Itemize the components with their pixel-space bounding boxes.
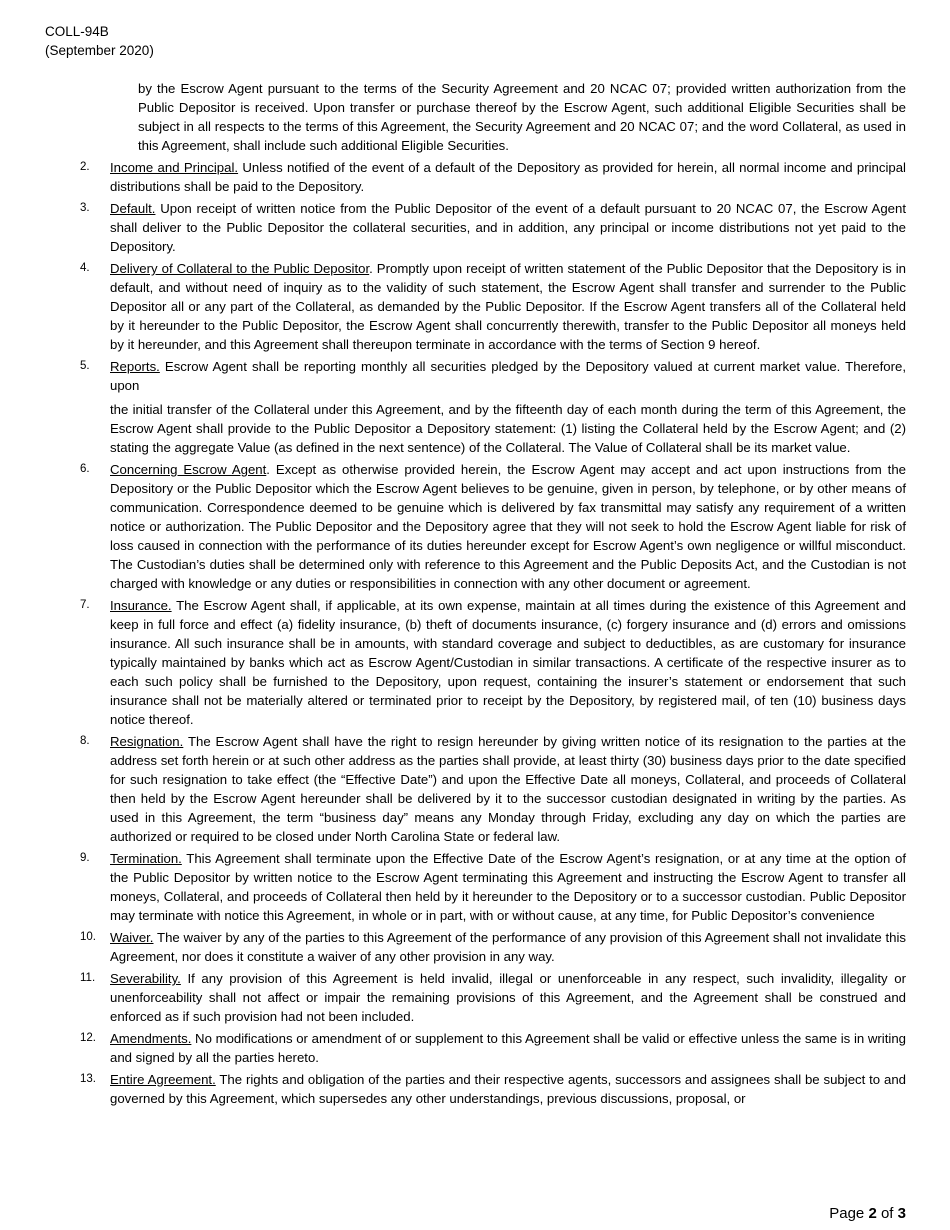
section-title: Resignation. bbox=[110, 734, 184, 749]
section-title: Reports. bbox=[110, 359, 160, 374]
section-body bbox=[110, 259, 906, 354]
section-item bbox=[80, 969, 906, 1026]
section-body bbox=[110, 732, 906, 846]
section-title: Termination. bbox=[110, 851, 182, 866]
section-text: This Agreement shall terminate upon the Effective Date of the Escrow Agent’s resignation, or at any time at the option of the Public Depositor by written notice to the Escrow Agent terminating this Agreement and instructing the Escrow Agent to transfer all moneys, Collateral, and proceeds of Collateral then held by it hereunder to the Depository or to a successor custodian. Public Depositor may terminate with notice this Agreement, in whole or in part, with or without cause, at any time, for Public Depositor’s convenience bbox=[110, 851, 906, 923]
section-title: Concerning Escrow Agent bbox=[110, 462, 267, 477]
page-total: 3 bbox=[897, 1205, 906, 1222]
section-text: The Escrow Agent shall have the right to resign hereunder by giving written notice of its resignation to the parties at the address set forth herein or at such other address as the parties shall provide, at least thirty (30) business days prior to the date specified for such resignation to take effect (the “Effective Date”) and upon the Effective Date all moneys, Collateral, and proceeds of Collateral then held by the Escrow Agent hereunder shall be delivered by it to the successor custodian designated in writing by the parties. As used in this Agreement, the term “business day” means any Monday through Friday, excluding any day on which the parties are authorized or required to be closed under North Carolina State or federal law. bbox=[110, 734, 906, 844]
section-item bbox=[80, 460, 906, 593]
section-continuation: the initial transfer of the Collateral under this Agreement, and by the fifteenth day of each month during the term of this Agreement, the Escrow Agent shall provide to the Public Depositor a Depository statement: (1) listing the Collateral held by the Escrow Agent; and (2) stating the aggregate Value (as defined in the next sentence) of the Collateral. The Value of Collateral shall be its market value. bbox=[110, 402, 906, 455]
section-title: Default. bbox=[110, 201, 156, 216]
page-of: of bbox=[880, 1205, 894, 1222]
section-number: 3. bbox=[80, 202, 90, 214]
section-paragraph bbox=[110, 460, 906, 593]
page-number bbox=[829, 1204, 906, 1224]
page-current: 2 bbox=[868, 1205, 877, 1222]
section-paragraph bbox=[110, 849, 906, 925]
document-body bbox=[80, 79, 906, 1111]
section-paragraph bbox=[110, 199, 906, 256]
form-id: COLL-94B bbox=[45, 24, 109, 39]
section-text: Escrow Agent shall be reporting monthly all securities pledged by the Depository valued at current market value. Therefore, upon bbox=[110, 359, 906, 393]
section-body bbox=[110, 928, 906, 966]
section-number: 11. bbox=[80, 972, 96, 984]
section-number: 6. bbox=[80, 463, 90, 475]
section-paragraph bbox=[110, 969, 906, 1026]
document-header bbox=[45, 22, 154, 60]
section-number: 12. bbox=[80, 1032, 96, 1044]
section-text: . Promptly upon receipt of written statement of the Public Depositor that the Depository is in default, and without need of inquiry as to the validity of such statement, the Escrow Agent shall transfer and surrender to the Public Depositor all or any part of the Collateral, as demanded by the Public Depositor. If the Escrow Agent transfers all of the Collateral held by it hereunder to the Public Depositor, the Escrow Agent shall concurrently therewith, transfer to the Public Depositor all moneys held by it hereunder, and this Agreement shall thereupon terminate in accordance with the terms of Section 9 hereof. bbox=[110, 261, 906, 352]
form-date: (September 2020) bbox=[45, 43, 154, 58]
section-text: Unless notified of the event of a default of the Depository as provided for herein, all normal income and principal distributions shall be paid to the Depository. bbox=[110, 160, 906, 194]
section-body bbox=[110, 199, 906, 256]
section-number: 7. bbox=[80, 599, 90, 611]
section-text: The rights and obligation of the parties and their respective agents, successors and assignees shall be subject to and governed by this Agreement, which supersedes any other understandings, previous discussions, proposal, or bbox=[110, 1072, 906, 1106]
section-item bbox=[80, 1029, 906, 1067]
sections-list bbox=[80, 158, 906, 1108]
section-number: 10. bbox=[80, 931, 96, 943]
section-body bbox=[110, 596, 906, 729]
section-item bbox=[80, 259, 906, 354]
section-number: 8. bbox=[80, 735, 90, 747]
section-text: The waiver by any of the parties to this Agreement of the performance of any provision of this Agreement shall not invalidate this Agreement, nor does it constitute a waiver of any other provision in any way. bbox=[110, 930, 906, 964]
section-body bbox=[110, 969, 906, 1026]
section-number: 2. bbox=[80, 161, 90, 173]
section-title: Amendments. bbox=[110, 1031, 192, 1046]
section-number: 5. bbox=[80, 360, 90, 372]
section-title: Waiver. bbox=[110, 930, 154, 945]
section-title: Entire Agreement. bbox=[110, 1072, 216, 1087]
section-paragraph bbox=[110, 1029, 906, 1067]
section-title: Delivery of Collateral to the Public Depositor bbox=[110, 261, 370, 276]
section-number: 4. bbox=[80, 262, 90, 274]
section-item bbox=[80, 732, 906, 846]
section-paragraph bbox=[110, 259, 906, 354]
section-paragraph bbox=[110, 158, 906, 196]
section-title: Insurance. bbox=[110, 598, 172, 613]
section-item bbox=[80, 596, 906, 729]
section-number: 13. bbox=[80, 1073, 96, 1085]
section-paragraph bbox=[110, 357, 906, 395]
page-word: Page bbox=[829, 1205, 865, 1222]
section-body bbox=[110, 1070, 906, 1108]
section-body bbox=[110, 158, 906, 196]
section-body bbox=[110, 357, 906, 457]
intro-paragraph: by the Escrow Agent pursuant to the terms of the Security Agreement and 20 NCAC 07; provided written authorization from the Public Depositor is received. Upon transfer or purchase thereof by the Escrow Agent, such additional Eligible Securities shall be subject in all respects to the terms of this Agreement, the Security Agreement and 20 NCAC 07; and the word Collateral, as used in this Agreement, shall include such additional Eligible Securities. bbox=[138, 81, 906, 153]
section-title: Income and Principal. bbox=[110, 160, 239, 175]
section-item bbox=[80, 199, 906, 256]
section-item bbox=[80, 1070, 906, 1108]
section-text: No modifications or amendment of or supplement to this Agreement shall be valid or effective unless the same is in writing and signed by all the parties hereto. bbox=[110, 1031, 906, 1065]
section-body bbox=[110, 1029, 906, 1067]
section-item bbox=[80, 158, 906, 196]
section-paragraph bbox=[110, 928, 906, 966]
section-number: 9. bbox=[80, 852, 90, 864]
section-title: Severability. bbox=[110, 971, 181, 986]
section-item bbox=[80, 928, 906, 966]
section-paragraph bbox=[110, 1070, 906, 1108]
section-body bbox=[110, 849, 906, 925]
section-text: Upon receipt of written notice from the Public Depositor of the event of a default pursuant to 20 NCAC 07, the Escrow Agent shall deliver to the Public Depositor the collateral securities, and in addition, any principal or income distributions not yet paid to the Depository. bbox=[110, 201, 906, 254]
section-text: . Except as otherwise provided herein, the Escrow Agent may accept and act upon instructions from the Depository or the Public Depositor which the Escrow Agent believes to be genuine, given in person, by telephone, or by other means of communication. Correspondence deemed to be genuine which is delivered by fax transmittal may satisfy any requirement of a written notice or authorization. The Public Depositor and the Depository agree that they will not seek to hold the Escrow Agent liable for risk of loss caused in connection with the performance of its duties hereunder except for Escrow Agent’s own negligence or willful misconduct. The Custodian’s duties shall be determined only with reference to this Agreement and the Public Deposits Act, and the Custodian is not charged with knowledge or any duties or responsibilities in connection with any other document or agreement. bbox=[110, 462, 906, 591]
section-item bbox=[80, 849, 906, 925]
section-item bbox=[80, 357, 906, 457]
section-text: The Escrow Agent shall, if applicable, at its own expense, maintain at all times during the existence of this Agreement and keep in full force and effect (a) fidelity insurance, (b) theft of documents insurance, (c) forgery insurance and (d) errors and omissions insurance. All such insurance shall be in amounts, with standard coverage and subject to deductibles, as are customary for insurance typically maintained by banks which act as Escrow Agent/Custodian in similar transactions. A certificate of the respective insurer as to each such policy shall be furnished to the Depository, upon request, containing the insurer’s statement or endorsement that such insurance shall not be materially altered or terminated prior to receipt by the Depository, by registered mail, of ten (10) business days notice thereof. bbox=[110, 598, 906, 727]
section-body bbox=[110, 460, 906, 593]
section-paragraph bbox=[110, 596, 906, 729]
section-paragraph bbox=[110, 732, 906, 846]
section-text: If any provision of this Agreement is held invalid, illegal or unenforceable in any respect, such invalidity, illegality or unenforceability shall not affect or impair the remaining provisions of this Agreement, and the Agreement shall be construed and enforced as if such provision had not been included. bbox=[110, 971, 906, 1024]
